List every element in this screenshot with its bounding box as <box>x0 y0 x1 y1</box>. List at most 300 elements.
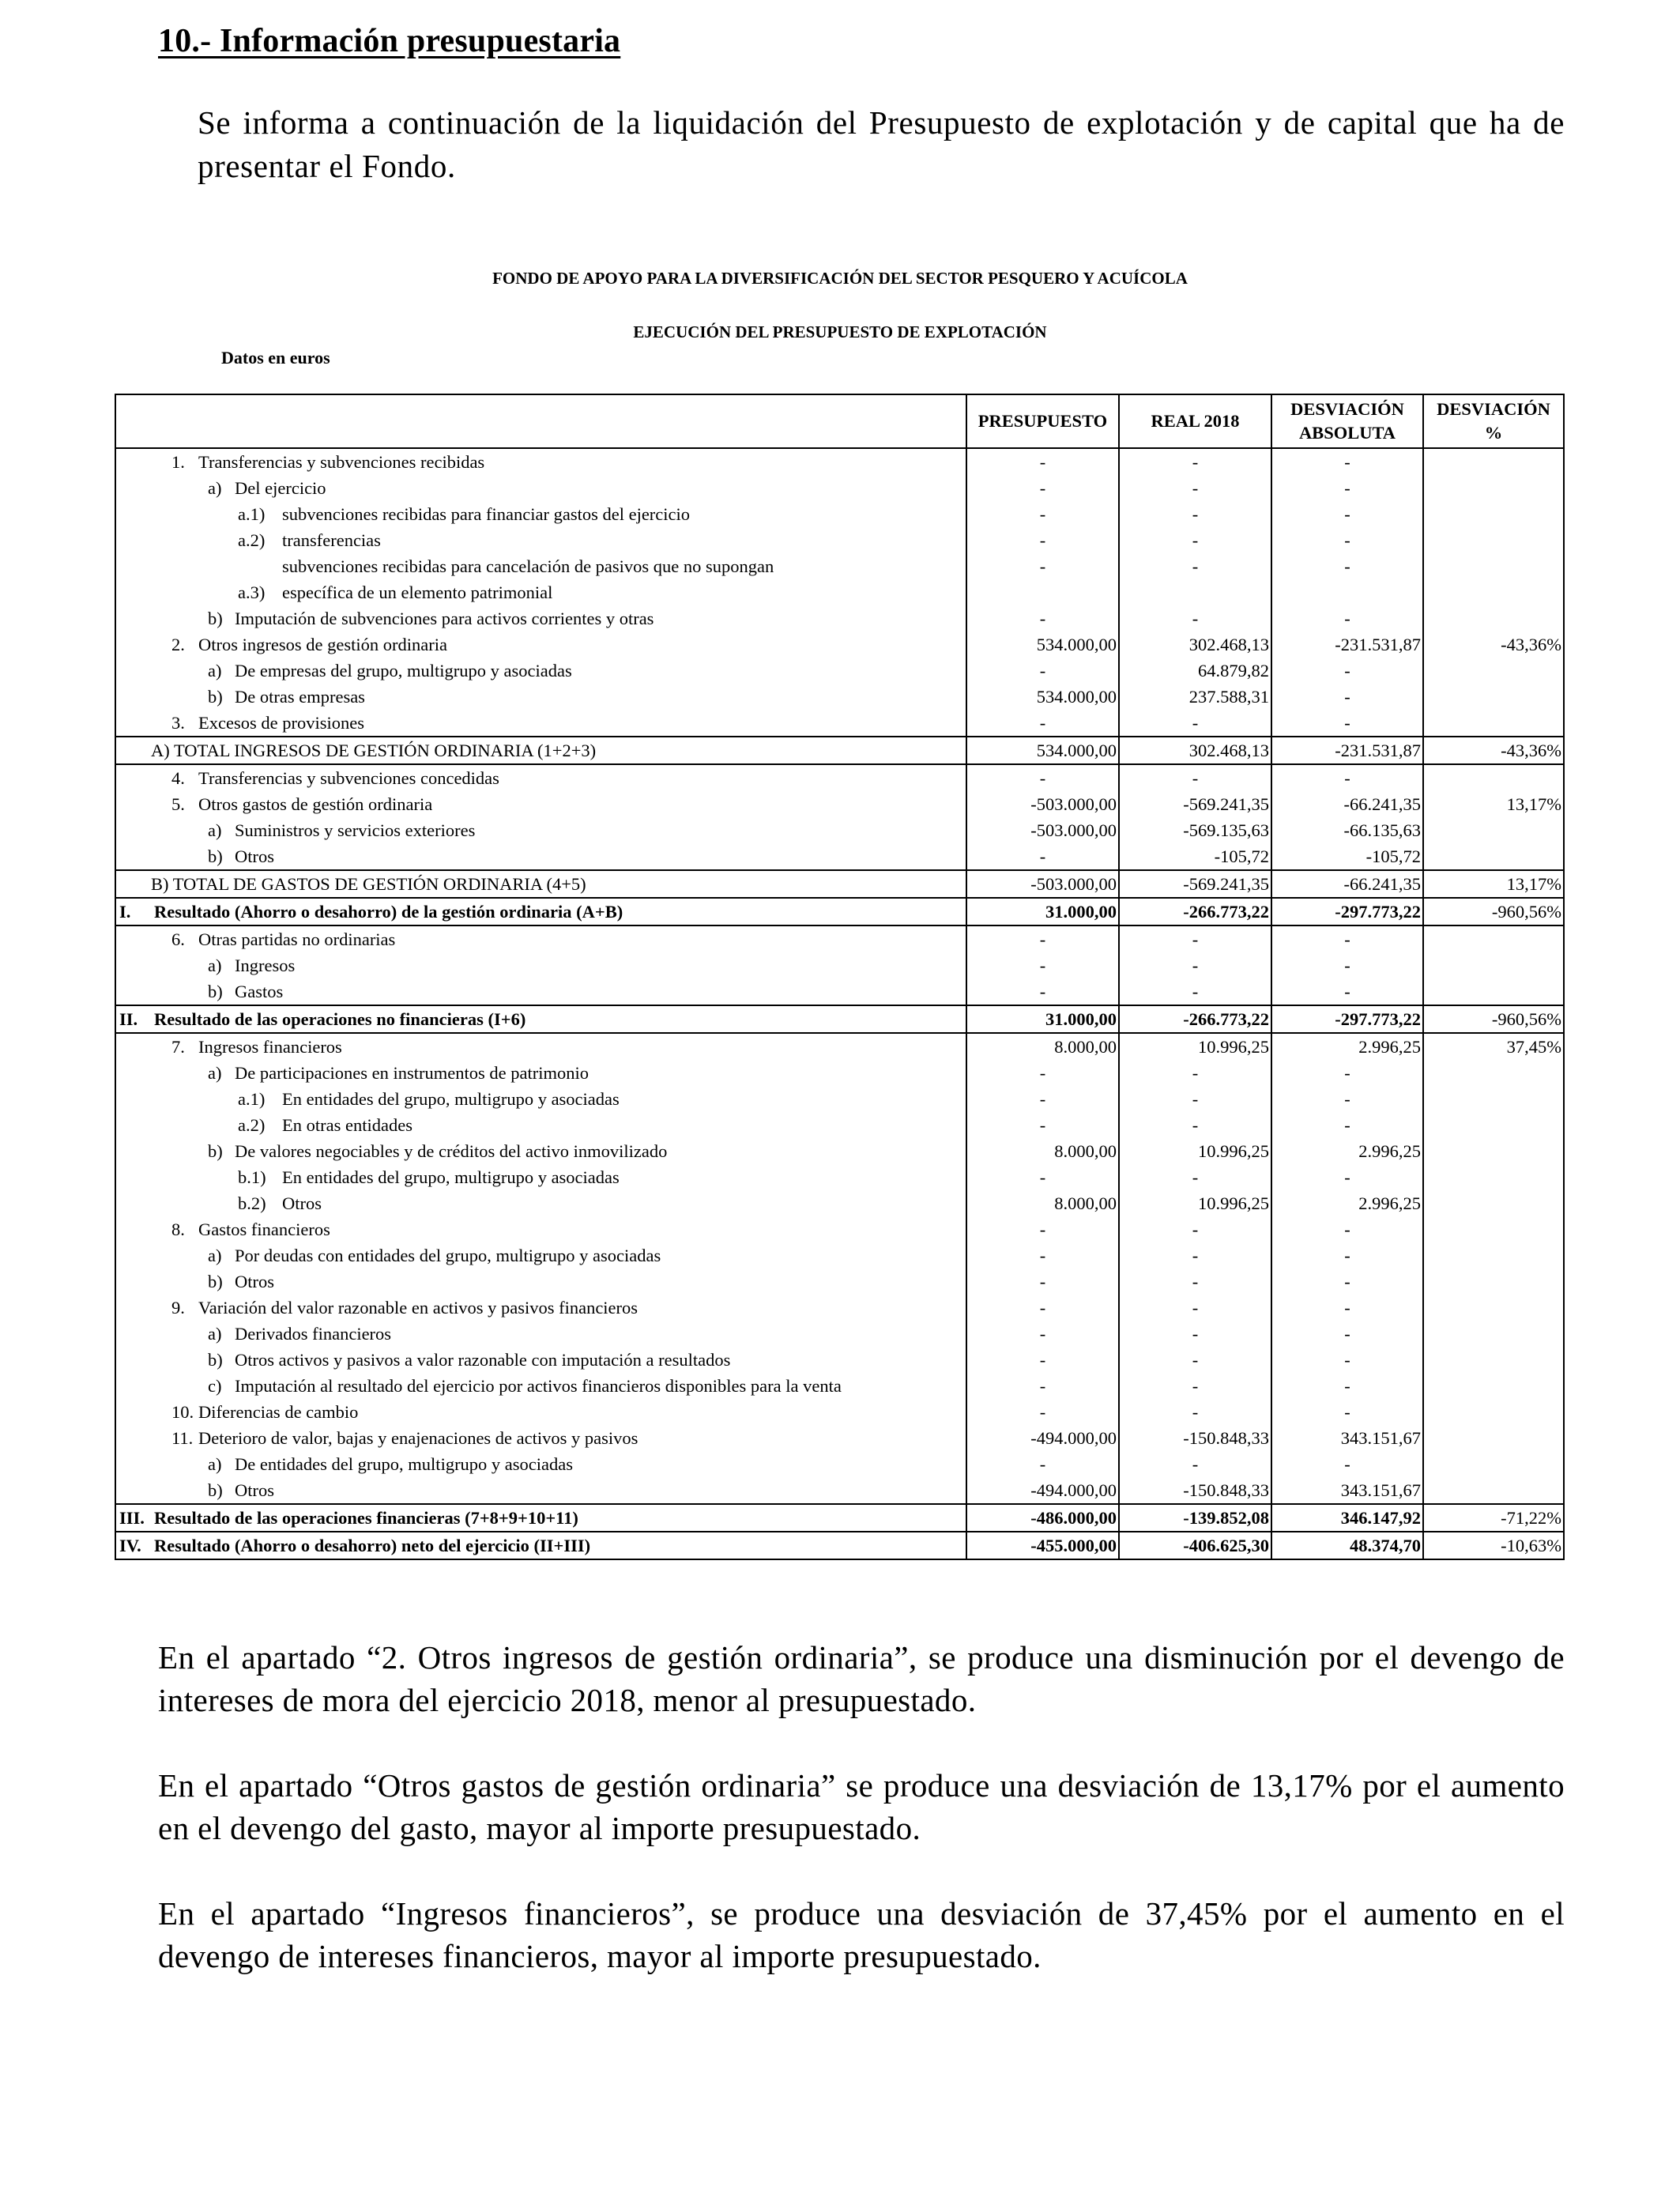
cell-abs-deviation: - <box>1271 605 1423 631</box>
cell-actual: - <box>1119 710 1271 737</box>
table-title: EJECUCIÓN DEL PRESUPUESTO DE EXPLOTACIÓN <box>633 322 1047 341</box>
cell-pct-deviation <box>1423 475 1564 501</box>
row-label: Imputación de subvenciones para activos corrientes y otras <box>235 609 654 628</box>
table-row <box>115 710 1564 737</box>
cell-pct-deviation <box>1423 710 1564 737</box>
cell-budget: - <box>966 764 1119 791</box>
cell-budget: 534.000,00 <box>966 737 1119 764</box>
cell-budget: - <box>966 605 1119 631</box>
row-concept <box>115 1532 966 1559</box>
cell-pct-deviation: -10,63% <box>1423 1532 1564 1559</box>
cell-pct-deviation <box>1423 843 1564 870</box>
cell-budget: - <box>966 1295 1119 1321</box>
cell-actual: - <box>1119 1112 1271 1138</box>
row-concept <box>115 553 966 605</box>
cell-actual: -569.241,35 <box>1119 870 1271 898</box>
row-marker: 7. <box>171 1037 185 1057</box>
note-paragraph: En el apartado “Ingresos financieros”, se produce una desviación de 37,45% por el aumento en el devengo de intereses financieros, mayor al importe presupuestado. <box>158 1895 1565 1974</box>
cell-pct-deviation <box>1423 658 1564 684</box>
units-label: Datos en euros <box>221 348 330 368</box>
cell-budget: 534.000,00 <box>966 684 1119 710</box>
table-row <box>115 952 1564 978</box>
note-paragraph: En el apartado “2. Otros ingresos de gestión ordinaria”, se produce una disminución por el devengo de intereses de mora del ejercicio 2018, menor al presupuestado. <box>158 1639 1565 1718</box>
cell-pct-deviation: -71,22% <box>1423 1504 1564 1532</box>
cell-budget: 534.000,00 <box>966 631 1119 658</box>
row-label: Deterioro de valor, bajas y enajenaciones de activos y pasivos <box>198 1428 638 1448</box>
cell-abs-deviation: -231.531,87 <box>1271 631 1423 658</box>
cell-pct-deviation <box>1423 1242 1564 1269</box>
row-marker: b.2) <box>238 1193 266 1213</box>
cell-pct-deviation <box>1423 1112 1564 1138</box>
cell-pct-deviation <box>1423 1216 1564 1242</box>
cell-actual: - <box>1119 1060 1271 1086</box>
row-concept <box>115 658 966 684</box>
row-label: Imputación al resultado del ejercicio por activos financieros disponibles para la venta <box>235 1376 842 1396</box>
row-marker: 8. <box>171 1220 185 1239</box>
cell-pct-deviation <box>1423 527 1564 553</box>
row-concept <box>115 1399 966 1425</box>
row-marker: c) <box>208 1376 222 1396</box>
cell-actual: - <box>1119 1242 1271 1269</box>
cell-budget: - <box>966 501 1119 527</box>
table-row <box>115 475 1564 501</box>
cell-budget: - <box>966 658 1119 684</box>
cell-actual: - <box>1119 978 1271 1005</box>
cell-budget: 8.000,00 <box>966 1190 1119 1216</box>
row-label: De entidades del grupo, multigrupo y asociadas <box>235 1454 574 1474</box>
row-marker: b) <box>208 1350 223 1370</box>
cell-abs-deviation: - <box>1271 710 1423 737</box>
row-label: Suministros y servicios exteriores <box>235 820 476 840</box>
table-header-row <box>115 394 1564 448</box>
table-row <box>115 1242 1564 1269</box>
row-label: Resultado de las operaciones financieras (7+8+9+10+11) <box>154 1508 578 1528</box>
cell-budget: -503.000,00 <box>966 791 1119 817</box>
row-concept <box>115 1242 966 1269</box>
table-row <box>115 448 1564 475</box>
cell-actual: - <box>1119 475 1271 501</box>
table-row <box>115 870 1564 898</box>
row-marker: 3. <box>171 713 185 733</box>
cell-budget: 8.000,00 <box>966 1138 1119 1164</box>
cell-abs-deviation: - <box>1271 527 1423 553</box>
row-concept <box>115 1347 966 1373</box>
header-abs-deviation: DESVIACIÓN ABSOLUTA <box>1271 394 1423 448</box>
cell-actual: 64.879,82 <box>1119 658 1271 684</box>
cell-actual: -569.135,63 <box>1119 817 1271 843</box>
cell-pct-deviation <box>1423 978 1564 1005</box>
cell-abs-deviation: 2.996,25 <box>1271 1190 1423 1216</box>
cell-pct-deviation <box>1423 553 1564 605</box>
table-row <box>115 978 1564 1005</box>
row-label: En entidades del grupo, multigrupo y asociadas <box>282 1167 620 1187</box>
row-label: Otros ingresos de gestión ordinaria <box>198 635 447 654</box>
row-marker: a) <box>208 1063 222 1083</box>
row-concept <box>115 475 966 501</box>
cell-abs-deviation: - <box>1271 952 1423 978</box>
row-concept <box>115 1060 966 1086</box>
header-actual: REAL 2018 <box>1119 394 1271 448</box>
row-concept <box>115 501 966 527</box>
cell-budget: - <box>966 978 1119 1005</box>
row-concept <box>115 1295 966 1321</box>
cell-abs-deviation: - <box>1271 1321 1423 1347</box>
cell-budget: - <box>966 1321 1119 1347</box>
row-marker: b.1) <box>238 1167 266 1187</box>
row-label: A) TOTAL INGRESOS DE GESTIÓN ORDINARIA (1+2+3) <box>151 741 597 760</box>
cell-actual: - <box>1119 1086 1271 1112</box>
cell-actual: - <box>1119 1216 1271 1242</box>
row-label: subvenciones recibidas para cancelación de pasivos que no supongan <box>282 556 774 576</box>
row-marker: b) <box>208 846 223 866</box>
row-concept <box>115 1005 966 1033</box>
cell-pct-deviation <box>1423 764 1564 791</box>
cell-abs-deviation: -297.773,22 <box>1271 898 1423 925</box>
cell-pct-deviation <box>1423 605 1564 631</box>
cell-budget: - <box>966 1060 1119 1086</box>
cell-pct-deviation <box>1423 1060 1564 1086</box>
cell-budget: -503.000,00 <box>966 870 1119 898</box>
row-marker: 4. <box>171 768 185 788</box>
row-label: Otros <box>235 1272 274 1291</box>
cell-pct-deviation <box>1423 1164 1564 1190</box>
cell-abs-deviation: - <box>1271 475 1423 501</box>
row-marker: b) <box>208 982 223 1001</box>
table-row <box>115 1532 1564 1559</box>
cell-budget: - <box>966 1242 1119 1269</box>
table-row <box>115 1112 1564 1138</box>
cell-pct-deviation: -43,36% <box>1423 737 1564 764</box>
row-concept <box>115 1269 966 1295</box>
cell-abs-deviation: - <box>1271 1060 1423 1086</box>
cell-abs-deviation: 343.151,67 <box>1271 1425 1423 1451</box>
row-label: Resultado (Ahorro o desahorro) de la gestión ordinaria (A+B) <box>154 902 623 922</box>
row-marker: 1. <box>171 452 185 472</box>
row-concept <box>115 710 966 737</box>
row-marker: a) <box>208 478 222 498</box>
cell-budget: - <box>966 553 1119 605</box>
cell-pct-deviation <box>1423 1425 1564 1451</box>
cell-actual: - <box>1119 553 1271 605</box>
cell-budget: -494.000,00 <box>966 1425 1119 1451</box>
row-marker: a.2) <box>238 530 266 550</box>
cell-abs-deviation: -66.135,63 <box>1271 817 1423 843</box>
table-row <box>115 1347 1564 1373</box>
row-marker: b) <box>208 1480 223 1500</box>
cell-pct-deviation: 13,17% <box>1423 870 1564 898</box>
row-label-continued: específica de un elemento patrimonial <box>282 582 553 602</box>
cell-abs-deviation: - <box>1271 1399 1423 1425</box>
cell-actual: 10.996,25 <box>1119 1190 1271 1216</box>
cell-pct-deviation: 37,45% <box>1423 1033 1564 1060</box>
cell-pct-deviation <box>1423 1190 1564 1216</box>
cell-abs-deviation: - <box>1271 658 1423 684</box>
cell-pct-deviation <box>1423 1321 1564 1347</box>
cell-budget: - <box>966 448 1119 475</box>
intro-paragraph: Se informa a continuación de la liquidación del Presupuesto de explotación y de capital que ha de presentar el Fondo. <box>198 104 1565 184</box>
row-marker: 5. <box>171 794 185 814</box>
table-row <box>115 553 1564 605</box>
row-label: subvenciones recibidas para financiar gastos del ejercicio <box>282 504 691 524</box>
cell-pct-deviation <box>1423 684 1564 710</box>
row-marker: a) <box>208 661 222 680</box>
cell-pct-deviation <box>1423 1399 1564 1425</box>
cell-pct-deviation <box>1423 501 1564 527</box>
cell-actual: -139.852,08 <box>1119 1504 1271 1532</box>
row-concept <box>115 1477 966 1504</box>
cell-abs-deviation: - <box>1271 764 1423 791</box>
note-paragraph: En el apartado “Otros gastos de gestión ordinaria” se produce una desviación de 13,17% por el aumento en el devengo del gasto, mayor al importe presupuestado. <box>158 1767 1565 1846</box>
table-row <box>115 1425 1564 1451</box>
cell-pct-deviation <box>1423 1373 1564 1399</box>
row-marker: 11. <box>171 1428 194 1448</box>
cell-actual: - <box>1119 448 1271 475</box>
row-concept <box>115 605 966 631</box>
cell-budget: - <box>966 475 1119 501</box>
cell-abs-deviation: - <box>1271 448 1423 475</box>
cell-budget: - <box>966 1451 1119 1477</box>
row-marker: I. <box>119 902 131 922</box>
row-marker: a) <box>208 1246 222 1265</box>
cell-abs-deviation: -66.241,35 <box>1271 870 1423 898</box>
row-marker: II. <box>119 1009 138 1029</box>
cell-actual: -266.773,22 <box>1119 898 1271 925</box>
cell-abs-deviation: - <box>1271 501 1423 527</box>
cell-pct-deviation: -960,56% <box>1423 1005 1564 1033</box>
cell-actual: 302.468,13 <box>1119 737 1271 764</box>
cell-actual: - <box>1119 1399 1271 1425</box>
cell-abs-deviation: - <box>1271 1373 1423 1399</box>
row-label: De empresas del grupo, multigrupo y asociadas <box>235 661 572 680</box>
cell-budget: 31.000,00 <box>966 1005 1119 1033</box>
row-concept <box>115 1190 966 1216</box>
row-label: De valores negociables y de créditos del activo inmovilizado <box>235 1141 668 1161</box>
cell-abs-deviation: -66.241,35 <box>1271 791 1423 817</box>
cell-actual: 10.996,25 <box>1119 1138 1271 1164</box>
table-row <box>115 527 1564 553</box>
row-concept <box>115 898 966 925</box>
row-label: Derivados financieros <box>235 1324 392 1344</box>
cell-budget: - <box>966 1112 1119 1138</box>
cell-abs-deviation: - <box>1271 684 1423 710</box>
row-concept <box>115 843 966 870</box>
row-concept <box>115 1112 966 1138</box>
row-marker: III. <box>119 1508 145 1528</box>
row-concept <box>115 791 966 817</box>
row-concept <box>115 1164 966 1190</box>
row-label: B) TOTAL DE GASTOS DE GESTIÓN ORDINARIA (4+5) <box>151 874 586 894</box>
row-label: Por deudas con entidades del grupo, multigrupo y asociadas <box>235 1246 661 1265</box>
cell-budget: 8.000,00 <box>966 1033 1119 1060</box>
table-row <box>115 501 1564 527</box>
row-label: Variación del valor razonable en activos y pasivos financieros <box>198 1298 638 1318</box>
row-label: Resultado de las operaciones no financieras (I+6) <box>154 1009 526 1029</box>
row-marker: 9. <box>171 1298 185 1318</box>
row-label: Gastos financieros <box>198 1220 330 1239</box>
cell-budget: 31.000,00 <box>966 898 1119 925</box>
table-row <box>115 1005 1564 1033</box>
row-marker: b) <box>208 687 223 707</box>
cell-actual: -569.241,35 <box>1119 791 1271 817</box>
cell-abs-deviation: 2.996,25 <box>1271 1138 1423 1164</box>
row-label: Gastos <box>235 982 284 1001</box>
table-row <box>115 1477 1564 1504</box>
cell-actual: - <box>1119 764 1271 791</box>
cell-actual: - <box>1119 925 1271 952</box>
cell-actual: - <box>1119 501 1271 527</box>
row-label: Ingresos <box>235 956 296 975</box>
row-label: transferencias <box>282 530 381 550</box>
row-label: Otras partidas no ordinarias <box>198 929 396 949</box>
table-row <box>115 1086 1564 1112</box>
cell-actual: - <box>1119 1373 1271 1399</box>
cell-pct-deviation <box>1423 1295 1564 1321</box>
cell-budget: - <box>966 1399 1119 1425</box>
cell-budget: - <box>966 1086 1119 1112</box>
row-marker: a.3) <box>238 582 266 602</box>
cell-budget: - <box>966 527 1119 553</box>
cell-actual: -150.848,33 <box>1119 1477 1271 1504</box>
row-marker: 6. <box>171 929 185 949</box>
table-row <box>115 658 1564 684</box>
cell-pct-deviation: -43,36% <box>1423 631 1564 658</box>
row-marker: a.1) <box>238 1089 266 1109</box>
cell-budget: - <box>966 1373 1119 1399</box>
row-concept <box>115 925 966 952</box>
row-concept <box>115 684 966 710</box>
cell-actual: - <box>1119 1451 1271 1477</box>
table-row <box>115 1060 1564 1086</box>
row-label: Otros activos y pasivos a valor razonable con imputación a resultados <box>235 1350 731 1370</box>
row-label: Excesos de provisiones <box>198 713 364 733</box>
cell-pct-deviation <box>1423 1138 1564 1164</box>
cell-abs-deviation: - <box>1271 978 1423 1005</box>
cell-abs-deviation: -297.773,22 <box>1271 1005 1423 1033</box>
cell-abs-deviation: - <box>1271 1269 1423 1295</box>
header-concept <box>115 394 966 448</box>
cell-actual: - <box>1119 605 1271 631</box>
cell-budget: - <box>966 1164 1119 1190</box>
cell-pct-deviation <box>1423 1086 1564 1112</box>
cell-budget: -455.000,00 <box>966 1532 1119 1559</box>
row-concept <box>115 1086 966 1112</box>
cell-abs-deviation: - <box>1271 1216 1423 1242</box>
cell-pct-deviation <box>1423 448 1564 475</box>
cell-budget: - <box>966 952 1119 978</box>
cell-abs-deviation: - <box>1271 1086 1423 1112</box>
row-marker: a) <box>208 956 222 975</box>
row-concept <box>115 978 966 1005</box>
row-marker: 2. <box>171 635 185 654</box>
row-label: Del ejercicio <box>235 478 326 498</box>
cell-budget: - <box>966 1269 1119 1295</box>
row-marker: IV. <box>119 1536 141 1555</box>
table-row <box>115 1451 1564 1477</box>
row-marker: a.1) <box>238 504 266 524</box>
cell-actual: -406.625,30 <box>1119 1532 1271 1559</box>
cell-abs-deviation: - <box>1271 1112 1423 1138</box>
cell-abs-deviation: - <box>1271 1295 1423 1321</box>
row-marker: a) <box>208 820 222 840</box>
cell-actual: - <box>1119 1295 1271 1321</box>
table-row <box>115 737 1564 764</box>
cell-pct-deviation <box>1423 1347 1564 1373</box>
row-label: Transferencias y subvenciones recibidas <box>198 452 485 472</box>
row-label: Resultado (Ahorro o desahorro) neto del ejercicio (II+III) <box>154 1536 591 1555</box>
row-marker: a) <box>208 1324 222 1344</box>
row-concept <box>115 1451 966 1477</box>
budget-execution-table <box>115 394 1565 1560</box>
cell-pct-deviation <box>1423 1477 1564 1504</box>
row-marker: b) <box>208 1141 223 1161</box>
cell-budget: - <box>966 1216 1119 1242</box>
cell-budget: -494.000,00 <box>966 1477 1119 1504</box>
table-row <box>115 764 1564 791</box>
cell-abs-deviation: 343.151,67 <box>1271 1477 1423 1504</box>
table-row <box>115 843 1564 870</box>
header-pct-deviation: DESVIACIÓN % <box>1423 394 1564 448</box>
cell-actual: - <box>1119 1164 1271 1190</box>
row-label: En entidades del grupo, multigrupo y asociadas <box>282 1089 620 1109</box>
fund-title: FONDO DE APOYO PARA LA DIVERSIFICACIÓN DEL SECTOR PESQUERO Y ACUÍCOLA <box>492 269 1188 288</box>
cell-actual: - <box>1119 952 1271 978</box>
row-concept <box>115 952 966 978</box>
row-marker: 10. <box>171 1402 194 1422</box>
cell-abs-deviation: -105,72 <box>1271 843 1423 870</box>
row-concept <box>115 1425 966 1451</box>
cell-budget: -486.000,00 <box>966 1504 1119 1532</box>
cell-pct-deviation: 13,17% <box>1423 791 1564 817</box>
cell-budget: - <box>966 843 1119 870</box>
row-label: Otros <box>282 1193 322 1213</box>
cell-budget: - <box>966 1347 1119 1373</box>
table-row <box>115 1269 1564 1295</box>
row-concept <box>115 1373 966 1399</box>
table-row <box>115 817 1564 843</box>
row-label: Otros gastos de gestión ordinaria <box>198 794 433 814</box>
cell-pct-deviation <box>1423 817 1564 843</box>
cell-abs-deviation: - <box>1271 1164 1423 1190</box>
table-row <box>115 1216 1564 1242</box>
cell-actual: -105,72 <box>1119 843 1271 870</box>
cell-actual: - <box>1119 1347 1271 1373</box>
row-label: Otros <box>235 1480 274 1500</box>
cell-actual: - <box>1119 527 1271 553</box>
table-row <box>115 605 1564 631</box>
cell-actual: 10.996,25 <box>1119 1033 1271 1060</box>
row-marker: a) <box>208 1454 222 1474</box>
cell-abs-deviation: - <box>1271 925 1423 952</box>
row-concept <box>115 631 966 658</box>
row-concept <box>115 448 966 475</box>
table-row <box>115 1164 1564 1190</box>
row-concept <box>115 1138 966 1164</box>
row-concept <box>115 870 966 898</box>
table-row <box>115 1504 1564 1532</box>
row-concept <box>115 1321 966 1347</box>
row-marker: b) <box>208 1272 223 1291</box>
cell-actual: - <box>1119 1269 1271 1295</box>
row-concept <box>115 737 966 764</box>
row-concept <box>115 527 966 553</box>
row-label: Diferencias de cambio <box>198 1402 359 1422</box>
cell-budget: -503.000,00 <box>966 817 1119 843</box>
cell-actual: 237.588,31 <box>1119 684 1271 710</box>
row-label: Ingresos financieros <box>198 1037 342 1057</box>
row-label: De participaciones en instrumentos de patrimonio <box>235 1063 590 1083</box>
cell-budget: - <box>966 925 1119 952</box>
cell-abs-deviation: -231.531,87 <box>1271 737 1423 764</box>
